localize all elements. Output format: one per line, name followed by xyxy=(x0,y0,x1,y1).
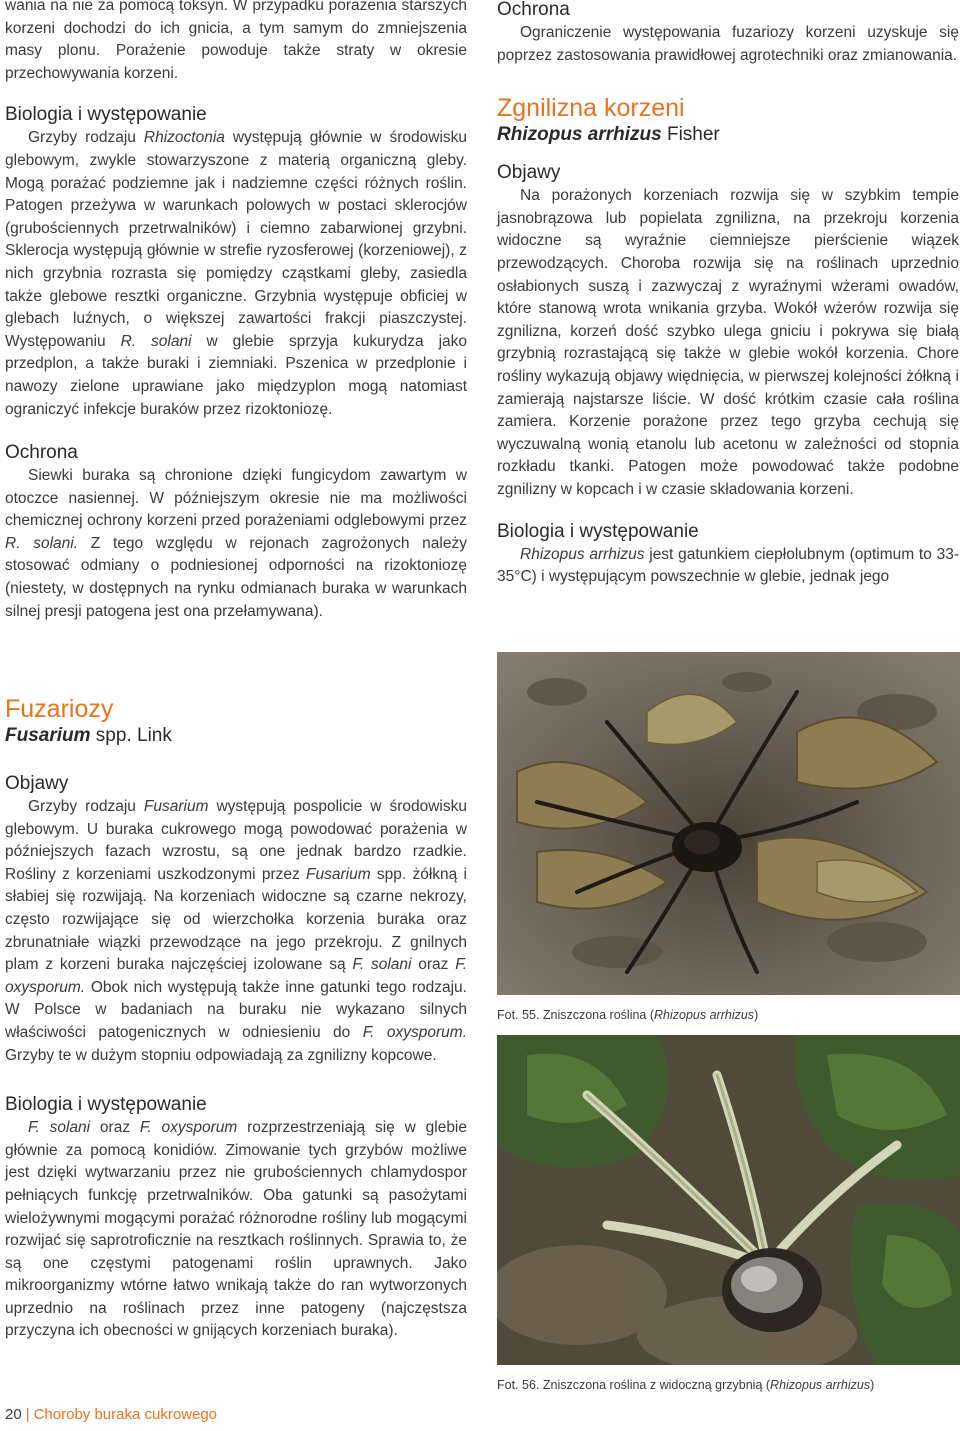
section-heading-biology-fusarium: Biologia i występowanie xyxy=(5,1094,207,1116)
section-heading-protection-fusarium: Ochrona xyxy=(497,0,570,20)
species-name: Rhizoctonia xyxy=(143,129,225,147)
left-column-top xyxy=(5,0,467,623)
footer-separator: | xyxy=(25,1406,30,1423)
section-heading-biology-rhizopus: Biologia i występowanie xyxy=(497,520,699,542)
section-heading-symptoms-rhizopus: Objawy xyxy=(497,162,561,184)
disease-title-root-rot: Zgnilizna korzeni xyxy=(497,94,685,123)
protection-rhizoctonia-paragraph: Siewki buraka są chronione dzięki fungicydom zawartym w otoczce nasiennej. W późniejszym okresie nie ma możliwości chemicznej ochrony korzeni przed porażeniami odglebowymi przez R. solani. Z tego względu w rejonach zagrożonych należy stosować odmiany o podniesionej odporności na rizoktoniozę (niestety, w dostępnych na rynku odmianach buraka w warunkach silnej presji patogena jest ona przełamywana). xyxy=(5,467,467,620)
disease-title-fusarium: Fuzariozy xyxy=(5,695,114,723)
right-column-top xyxy=(497,0,959,589)
biology-rhizopus-paragraph: Rhizopus arrhizus jest gatunkiem ciepłolubnym (optimum to 33-35°C) i występującym powszechnie w glebie, jednak jego xyxy=(497,545,959,586)
biology-rhizoctonia-paragraph: Grzyby rodzaju Rhizoctonia występują głównie w środowisku glebowym, zwykle stowarzyszone z materią organiczną gleby. Mogą porażać podziemne jak i nadziemne części różnych roślin. Patogen przeżywa w warunkach polowych w postaci sklerocjów (grubościennych przetrwalników) i ciemno zabarwionej grzybni. Sklerocja występują głównie w strefie ryzosferowej (korzeniowej), z nich grzybnia rozrasta się pomiędzy cząstkami gleby, zasiedla także glebowe resztki organiczne. Grzybnia występuje obficiej w glebach luźnych, o większej zawartości frakcji piaszczystej. Występowaniu R. solani w glebie sprzyja kukurydza jako przedplon, a także buraki i ziemniaki. Pszenica w przedplonie i nawozy zielone uprawiane jako międzyplon mogą natomiast ograniczyć infekcje buraków przez rizoktoniozę. xyxy=(5,129,468,418)
page-footer xyxy=(5,1406,217,1423)
symptoms-rhizopus-paragraph: Na porażonych korzeniach rozwija się w szybkim tempie jasnobrązowa lub popielata zgnilizna, na przekroju korzenia widoczne są wyraźnie ciemniejsze pierścienie wiązek przewodzących. Choroba rozwija się na roślinach uprzednio osłabionych suszą i zazwyczaj z wyraźnymi wżerami owadów, które stanową wrota wnikania grzyba. Wokół wżerów rozwija się zgnilizna, korzeń dość szybko ulega gniciu i pokrywa się białą grzybnią rozrastającą się także w glebie wokół korzenia. Chore rośliny wykazują objawy więdnięcia, w pierwszej kolejności żółkną i zamierają najstarsze liście. W dość krótkim czasie cała roślina zamiera. Korzenie porażone przez tego grzyba cechują się wyczuwalną wonią etanolu lub acetonu w zależności od stopnia rozkładu tkanki. Patogen może powodować także podobne zgnilizny w kopcach i w czasie składowania korzeni. xyxy=(497,187,959,498)
species-name: Rhizopus arrhizus xyxy=(520,545,645,563)
photo-55-destroyed-plant xyxy=(497,652,960,995)
pathogen-name: Rhizopus arrhizus Fisher xyxy=(497,124,720,146)
symptoms-fusarium-paragraph: Grzyby rodzaju Fusarium występują pospolicie w środowisku glebowym. U buraka cukrowego mogą powodować porażenia w późniejszych fazach wzrostu, są one jednak bardzo rzadkie. Rośliny z korzeniami uszkodzonymi przez Fusarium spp. żółkną i słabiej się rozwijają. Na korzeniach widoczne są czarne nekrozy, często rozwijające się od wierzchołka korzenia buraka oraz zbrunatniałe wiązki przewodzące na jego przekroju. Z gnilnych plam z korzeni buraka najczęściej izolowane są F. solani oraz F. oxysporum. Obok nich występują także inne gatunki tego rodzaju. W Polsce w badaniach na buraku nie wykazano silnych właściwości patogenicznych w odniesieniu do F. oxysporum. Grzyby te w dużym stopniu odpowiadają za zgnilizny kopcowe. xyxy=(5,798,468,1064)
section-heading-protection-rhizoctonia: Ochrona xyxy=(5,442,78,464)
section-heading-biology-rhizoctonia: Biologia i występowanie xyxy=(5,104,207,126)
pathogen-name: Fusarium spp. Link xyxy=(5,725,172,746)
section-heading-symptoms-fusarium: Objawy xyxy=(5,773,69,794)
photo-55-caption: Fot. 55. Zniszczona roślina (Rhizopus arrhizus) xyxy=(497,1008,759,1022)
intro-paragraph: wania na nie za pomocą toksyn. W przypadku porażenia starszych korzeni dochodzi do ich gnicia, a tym samym do zmniejszenia masy plonu. Porażenie powoduje także straty w okresie przechowywania korzeni. xyxy=(5,0,467,82)
book-title: Choroby buraka cukrowego xyxy=(33,1406,218,1423)
species-name: R. solani xyxy=(120,332,192,350)
species-name: R. solani. xyxy=(5,534,79,552)
biology-fusarium-paragraph: F. solani oraz F. oxysporum rozprzestrzeniają się w glebie głównie za pomocą konidiów. Zimowanie tych grzybów możliwe jest dzięki wytwarzaniu przez nie grubościennych chlamydospor pełniących funkcję przetrwalników. Oba gatunki są pasożytami wielożywnymi mogącymi porażać różnorodne rośliny lub mogącymi rozwijać się saprotroficznie na resztkach roślinnych. Sprawia to, że są one częstymi patogenami roślin uprawnych. Jako mikroorganizmy wtórne łatwo wnikają także do ran wytworzonych uprzednio na roślinach przez inne patogeny (najczęstsza przyczyna ich obecności w gnijących korzeniach buraka). xyxy=(5,1119,467,1340)
left-column-bottom xyxy=(5,694,467,1343)
photo-56-plant-with-mycelium xyxy=(497,1035,960,1365)
photo-56-caption: Fot. 56. Zniszczona roślina z widoczną grzybnią (Rhizopus arrhizus) xyxy=(497,1378,875,1392)
page-number: 20 xyxy=(5,1406,22,1423)
protection-fusarium-paragraph: Ograniczenie występowania fuzariozy korzeni uzyskuje się poprzez zastosowania prawidłowej agrotechniki oraz zmianowania. xyxy=(497,24,959,64)
